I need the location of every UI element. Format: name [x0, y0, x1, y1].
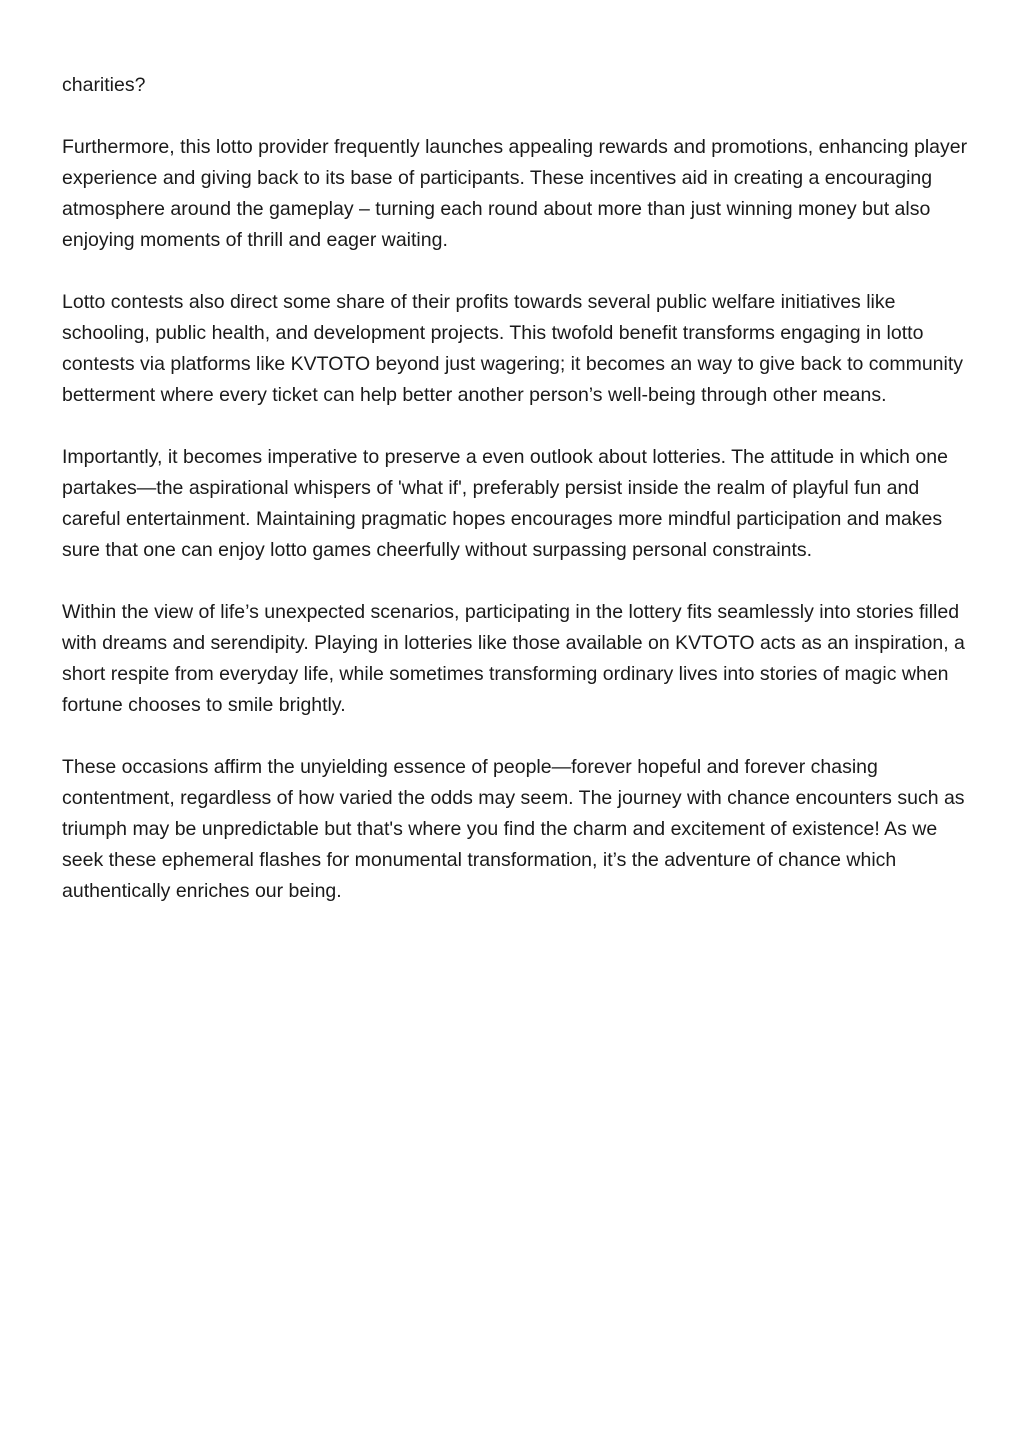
- paragraph-serendipity: Within the view of life’s unexpected scenarios, participating in the lottery fits seamlessly into stories filled with dreams and serendipity. Playing in lotteries like those available on KVTOTO acts as an inspiration, a short respite from everyday life, while sometimes transforming ordinary lives into stories of magic when fortune chooses to smile brightly.: [62, 601, 965, 716]
- paragraph-public-welfare: Lotto contests also direct some share of their profits towards several public welfare initiatives like schooling, public health, and development projects. This twofold benefit transforms engaging in lotto contests via platforms like KVTOTO beyond just wagering; it becomes an way to give back to community betterment where every ticket can help better another person’s well-being through other means.: [62, 291, 964, 406]
- paragraph-promotions: Furthermore, this lotto provider frequently launches appealing rewards and promotions, enhancing player experience and giving back to its base of participants. These incentives aid in creating a encouraging atmosphere around the gameplay – turning each round about more than just winning money but also enjoying moments of thrill and eager waiting.: [62, 136, 968, 251]
- paragraph-balanced-outlook: Importantly, it becomes imperative to preserve a even outlook about lotteries. The attitude in which one partakes—the aspirational whispers of 'what if', preferably persist inside the realm of playful fun and careful entertainment. Maintaining pragmatic hopes encourages more mindful participation and makes sure that one can enjoy lotto games cheerfully without surpassing personal constraints.: [62, 446, 948, 561]
- document-body: [62, 70, 972, 938]
- paragraph-conclusion: These occasions affirm the unyielding essence of people—forever hopeful and forever chasing contentment, regardless of how varied the odds may seem. The journey with chance encounters such as triumph may be unpredictable but that's where you find the charm and excitement of existence! As we seek these ephemeral flashes for monumental transformation, it’s the adventure of chance which authentically enriches our being.: [62, 756, 965, 902]
- paragraph-continuation: charities?: [62, 74, 146, 96]
